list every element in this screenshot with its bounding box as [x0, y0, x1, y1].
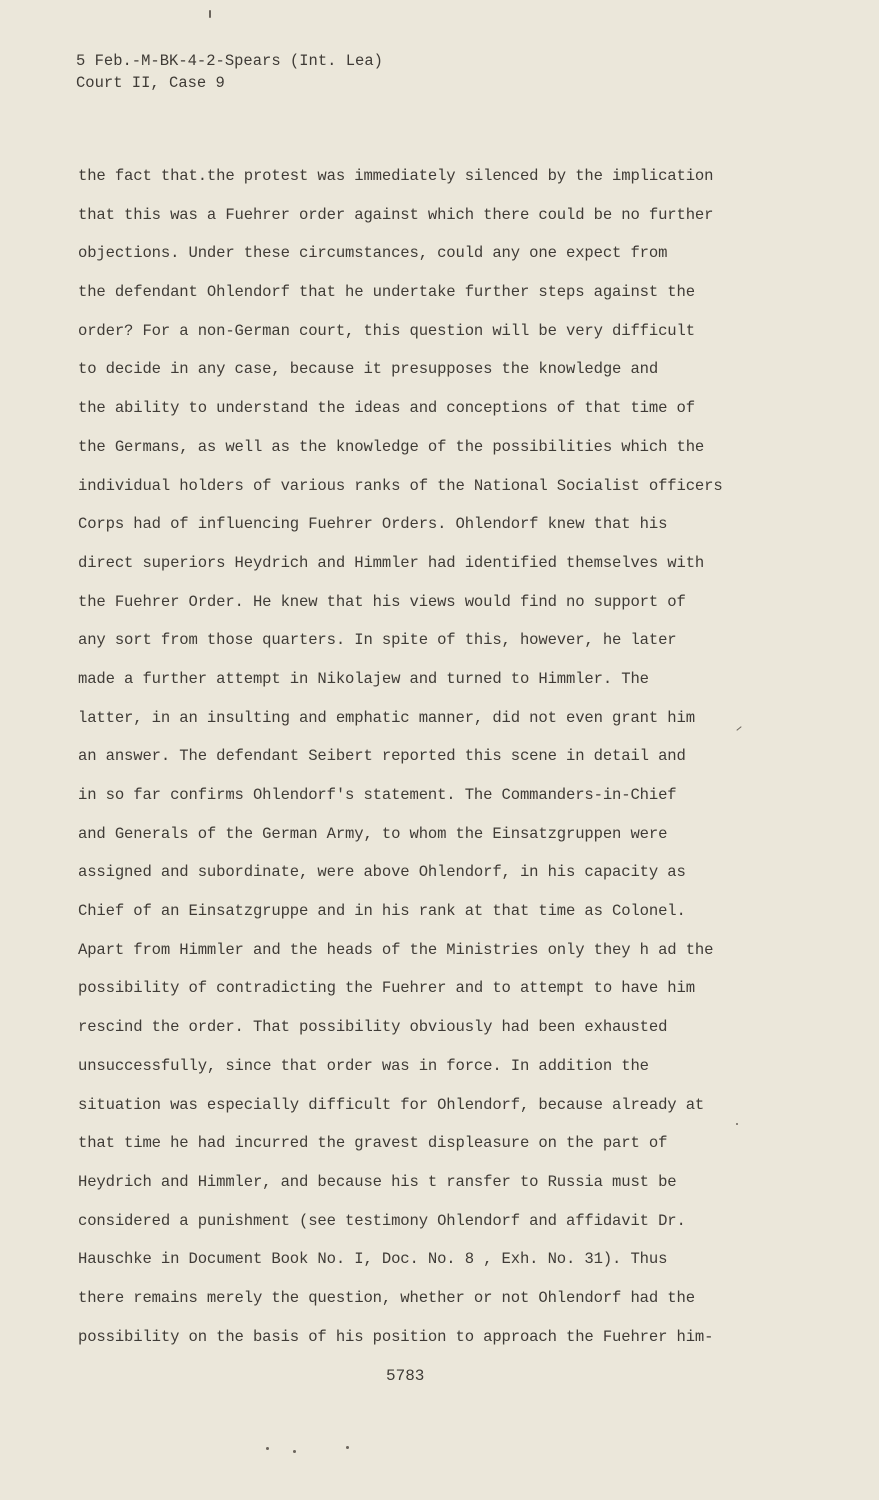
header-line-2: Court II, Case 9	[76, 74, 225, 92]
text-line: any sort from those quarters. In spite of this, however, he later	[78, 631, 677, 650]
text-line: an answer. The defendant Seibert reported this scene in detail and	[78, 747, 686, 766]
body-text	[78, 162, 778, 1361]
text-line: Hauschke in Document Book No. I, Doc. No. 8 , Exh. No. 31). Thus	[78, 1250, 668, 1269]
text-line: Corps had of influencing Fuehrer Orders. Ohlendorf knew that his	[78, 515, 668, 534]
scan-speck	[346, 1446, 349, 1449]
text-line: the ability to understand the ideas and conceptions of that time of	[78, 399, 695, 418]
text-line: possibility on the basis of his position to approach the Fuehrer him-	[78, 1327, 714, 1346]
text-line: that this was a Fuehrer order against which there could be no further	[78, 205, 714, 224]
text-line: considered a punishment (see testimony Ohlendorf and affidavit Dr.	[78, 1211, 686, 1230]
text-line: order? For a non-German court, this question will be very difficult	[78, 321, 695, 340]
text-line: the fact that.the protest was immediately silenced by the implication	[78, 167, 714, 185]
text-line: objections. Under these circumstances, could any one expect from	[78, 244, 668, 263]
text-line: the Fuehrer Order. He knew that his views would find no support of	[78, 592, 686, 611]
document-header	[76, 50, 383, 94]
text-line: Apart from Himmler and the heads of the Ministries only they h ad the	[78, 940, 714, 959]
text-line: to decide in any case, because it presupposes the knowledge and	[78, 360, 659, 379]
text-line: in so far confirms Ohlendorf's statement. The Commanders-in-Chief	[78, 786, 677, 804]
page-number: 5783	[386, 1367, 425, 1385]
text-line: situation was especially difficult for Ohlendorf, because already at	[78, 1095, 705, 1114]
text-line: there remains merely the question, whether or not Ohlendorf had the	[78, 1288, 695, 1307]
scan-speck	[736, 1123, 738, 1125]
text-line: Heydrich and Himmler, and because his t ransfer to Russia must be	[78, 1172, 677, 1191]
scan-speck	[209, 10, 211, 18]
text-line: latter, in an insulting and emphatic manner, did not even grant him	[78, 708, 695, 727]
text-line: possibility of contradicting the Fuehrer and to attempt to have him	[78, 979, 695, 998]
text-line: the Germans, as well as the knowledge of the possibilities which the	[78, 437, 705, 456]
text-line: rescind the order. That possibility obviously had been exhausted	[78, 1018, 668, 1037]
text-line: made a further attempt in Nikolajew and turned to Himmler. The	[78, 669, 649, 688]
text-line: and Generals of the German Army, to whom the Einsatzgruppen were	[78, 824, 668, 843]
header-line-1: 5 Feb.-M-BK-4-2-Spears (Int. Lea)	[76, 52, 383, 70]
scan-speck	[293, 1450, 296, 1453]
text-line: assigned and subordinate, were above Ohlendorf, in his capacity as	[78, 863, 686, 882]
scan-speck	[266, 1447, 269, 1450]
text-line: unsuccessfully, since that order was in force. In addition the	[78, 1056, 649, 1075]
text-line: individual holders of various ranks of the National Socialist officers	[78, 476, 723, 495]
text-line: Chief of an Einsatzgruppe and in his rank at that time as Colonel.	[78, 902, 686, 921]
text-line: that time he had incurred the gravest displeasure on the part of	[78, 1134, 668, 1153]
text-line: direct superiors Heydrich and Himmler had identified themselves with	[78, 553, 705, 572]
text-line: the defendant Ohlendorf that he undertake further steps against the	[78, 283, 695, 302]
